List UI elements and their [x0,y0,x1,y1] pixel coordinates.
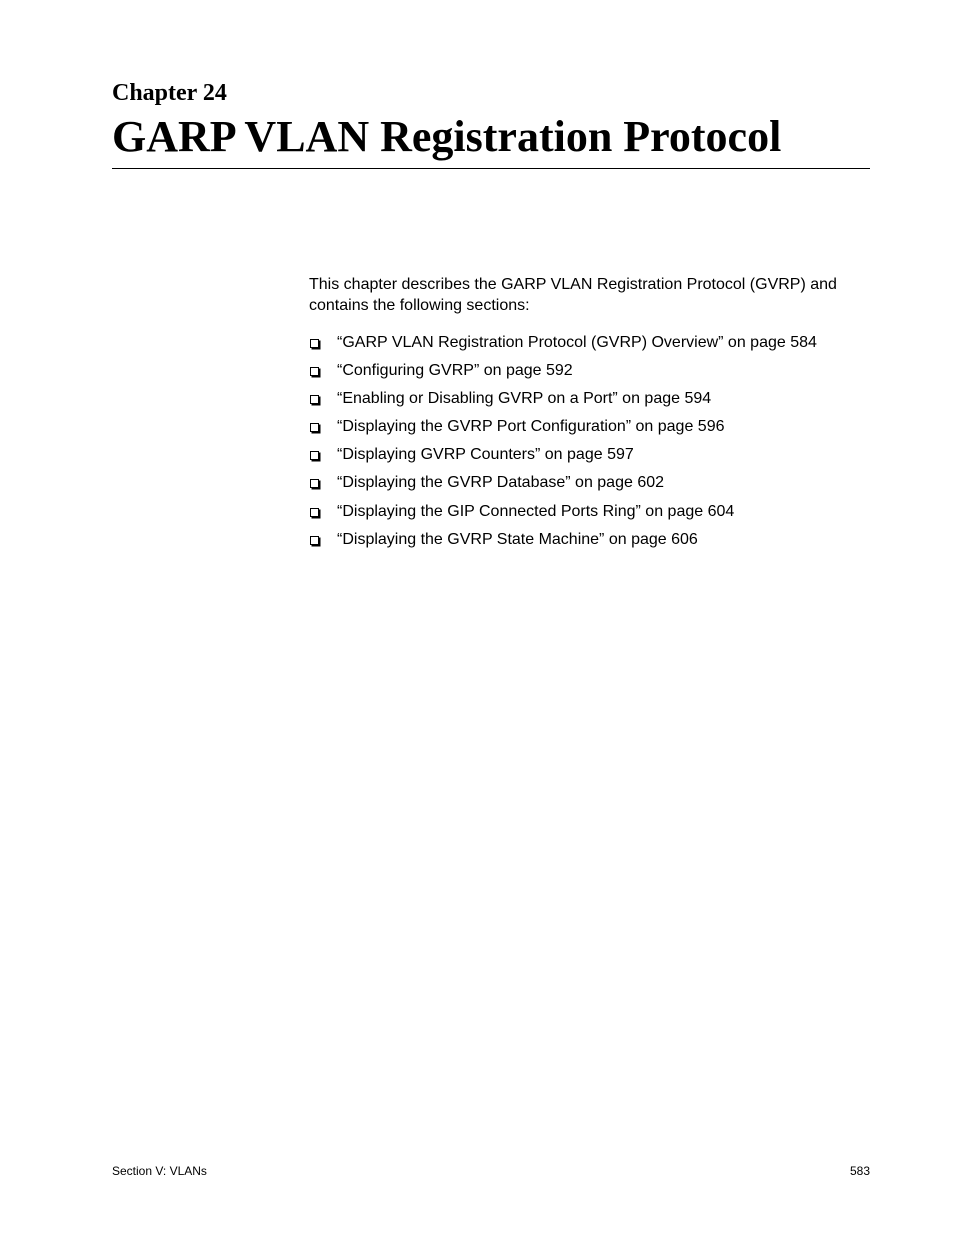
square-box-icon [310,423,319,432]
square-box-icon [310,395,319,404]
section-list [309,332,875,557]
title-divider [112,168,870,169]
section-link-text: “GARP VLAN Registration Protocol (GVRP) Overview” on page 584 [337,334,817,351]
square-box-icon [310,479,319,488]
section-link-text: “Configuring GVRP” on page 592 [337,362,573,380]
section-link-text: “Displaying the GVRP Database” on page 602 [337,474,665,492]
square-box-icon [310,367,319,376]
section-list-item [309,332,875,360]
section-link-text: “Enabling or Disabling GVRP on a Port” on page 594 [337,390,712,408]
footer-section-name: Section V: VLANs [112,1164,207,1178]
section-list-item [309,529,875,557]
section-link-text: “Displaying the GVRP Port Configuration” on page 596 [337,418,725,436]
footer-page-number: 583 [849,1164,870,1178]
page-title: GARP VLAN Registration Protocol [112,112,782,161]
intro-paragraph: This chapter describes the GARP VLAN Registration Protocol (GVRP) and contains the following sections: [309,276,837,314]
section-list-item [309,501,875,529]
section-list-item [309,388,875,416]
chapter-label: Chapter 24 [112,80,227,106]
section-list-item [309,416,875,444]
square-box-icon [310,536,319,545]
square-box-icon [310,339,319,348]
section-link-text: “Displaying the GIP Connected Ports Ring” on page 604 [337,502,735,520]
square-box-icon [310,451,319,460]
section-list-item [309,472,875,500]
section-link-text: “Displaying the GVRP State Machine” on page 606 [337,530,698,548]
section-list-item [309,360,875,388]
section-link-text: “Displaying GVRP Counters” on page 597 [337,446,634,464]
section-list-item [309,444,875,472]
square-box-icon [310,508,319,517]
